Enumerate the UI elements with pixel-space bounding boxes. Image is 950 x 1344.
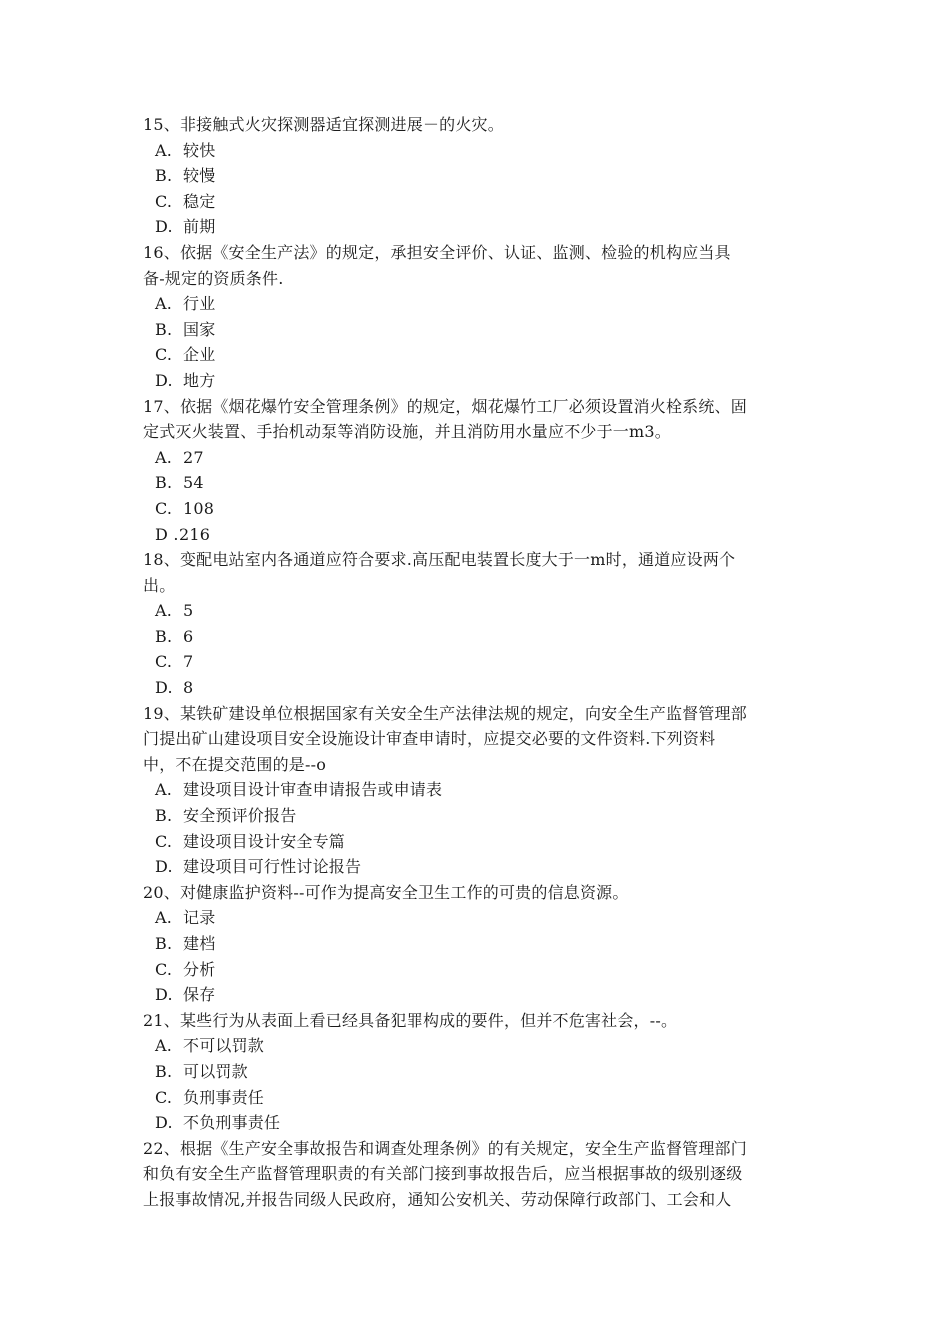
question-16 (143, 240, 813, 394)
question-21-option-d: D. 不负刑事责任 (155, 1113, 281, 1133)
question-21-option-a: A. 不可以罚款 (155, 1036, 265, 1056)
question-15-text-line-1: 15、非接触式火灾探测器适宜探测进展－的火灾。 (143, 115, 504, 134)
question-18-text-line-2: 出。 (143, 575, 176, 595)
question-19-option-d: D. 建设项目可行性讨论报告 (155, 857, 362, 877)
question-19-text-line-3: 中，不在提交范围的是--o (143, 754, 327, 774)
question-18 (143, 547, 813, 701)
question-18-option-d: D. 8 (155, 678, 194, 698)
question-20 (143, 880, 813, 1008)
question-21-text-line-1: 21、某些行为从表面上看已经具备犯罪构成的要件，但并不危害社会，--。 (143, 1010, 678, 1030)
question-15-option-c: C. 稳定 (155, 191, 216, 211)
question-18-text-line-1: 18、变配电站室内各通道应符合要求.高压配电装置长度大于一m时，通道应设两个 (143, 550, 736, 570)
question-17-text-line-2: 定式灭火装置、手抬机动泵等消防设施，并且消防用水量应不少于一m3。 (143, 422, 671, 442)
question-17 (143, 394, 813, 548)
question-19-text-line-2: 门提出矿山建设项目安全设施设计审查申请时，应提交必要的文件资料.下列资料 (143, 729, 716, 749)
question-20-text-line-1: 20、对健康监护资料--可作为提高安全卫生工作的可贵的信息资源。 (143, 882, 629, 902)
question-17-option-c: C. 108 (155, 498, 215, 518)
question-19 (143, 701, 813, 880)
question-16-option-c: C. 企业 (155, 345, 216, 365)
question-16-option-d: D. 地方 (155, 370, 216, 390)
question-16-option-b: B. 国家 (155, 319, 216, 339)
question-15-option-d: D. 前期 (155, 217, 216, 237)
question-16-option-a: A. 行业 (155, 294, 216, 314)
question-16-text-line-2: 备-规定的资质条件. (143, 268, 284, 288)
question-22-text-line-1: 22、根据《生产安全事故报告和调查处理条例》的有关规定，安全生产监督管理部门 (143, 1138, 747, 1158)
question-22-text-line-2: 和负有安全生产监督管理职责的有关部门接到事故报告后，应当根据事故的级别逐级 (143, 1164, 743, 1184)
question-15-option-b: B. 较慢 (155, 166, 216, 186)
question-19-option-a: A. 建设项目设计审查申请报告或申请表 (155, 780, 443, 800)
question-18-option-b: B. 6 (155, 626, 194, 646)
question-17-text-line-1: 17、依据《烟花爆竹安全管理条例》的规定，烟花爆竹工厂必须设置消火栓系统、固 (143, 396, 747, 416)
question-22 (143, 1136, 813, 1213)
question-21-option-c: C. 负刑事责任 (155, 1087, 265, 1107)
question-19-option-c: C. 建设项目设计安全专篇 (155, 831, 346, 851)
question-22-text-line-3: 上报事故情况,并报告同级人民政府，通知公安机关、劳动保障行政部门、工会和人 (143, 1189, 732, 1209)
question-16-text-line-1: 16、依据《安全生产法》的规定，承担安全评价、认证、监测、检验的机构应当具 (143, 242, 731, 262)
question-15-option-a: A. 较快 (155, 140, 216, 160)
question-21 (143, 1008, 813, 1136)
question-20-option-b: B. 建档 (155, 934, 216, 953)
question-20-option-d: D. 保存 (155, 985, 216, 1005)
question-20-option-a: A. 记录 (155, 908, 216, 928)
question-list (143, 112, 813, 1213)
question-18-option-a: A. 5 (155, 601, 194, 621)
question-17-option-d: D .216 (155, 524, 211, 544)
question-21-option-b: B. 可以罚款 (155, 1061, 248, 1081)
question-19-option-b: B. 安全预评价报告 (155, 806, 297, 826)
question-17-option-b: B. 54 (155, 473, 204, 493)
question-20-option-c: C. 分析 (155, 959, 216, 979)
question-17-option-a: A. 27 (155, 447, 204, 467)
question-15 (143, 112, 813, 240)
question-19-text-line-1: 19、某铁矿建设单位根据国家有关安全生产法律法规的规定，向安全生产监督管理部 (143, 703, 747, 723)
question-18-option-c: C. 7 (155, 652, 194, 672)
